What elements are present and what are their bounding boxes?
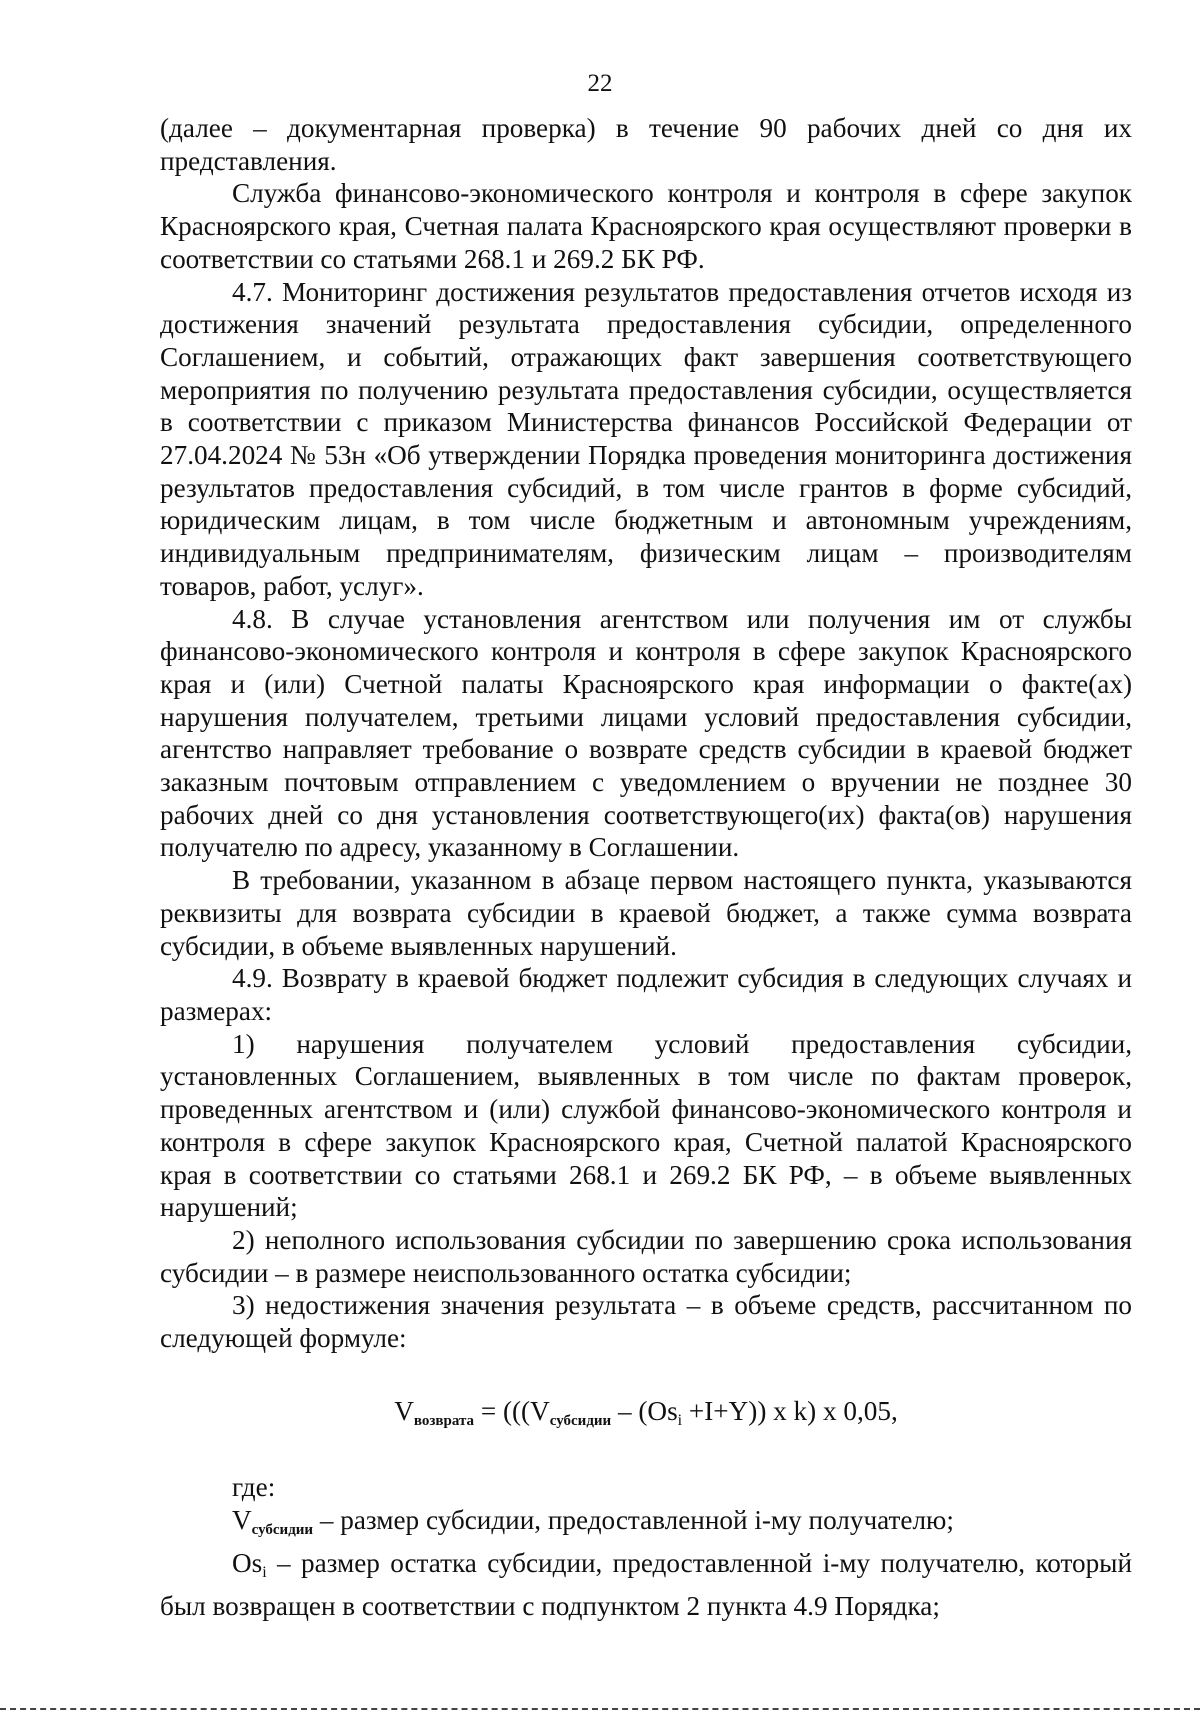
list-item-2: 2) неполного использования субсидии по завершению срока использования субсидии – в размере неиспользованного остатка субсидии; [160,1224,1132,1288]
formula-i-subscript: i [677,1411,683,1429]
formula-v-subscript: возврата [413,1412,475,1429]
formula-part-1: = (((V [474,1395,550,1426]
page-number: 22 [587,70,613,97]
formula-v: V [394,1395,414,1426]
paragraph-4-8: 4.8. В случае установления агентством или получения им от службы финансово-экономического контроля и контроля в сфере закупок Красноярского края и (или) Счетной палаты Красноярского края информации о факте(ах) нарушения получателем, третьими лицами условий предоставления субсидии, агентство направляет требование о возврате средств субсидии в краевой бюджет заказным почтовым отправлением с уведомлением о вручении не позднее 30 рабочих дней со дня установления соответствующего(их) факта(ов) нарушения получателю по адресу, указанному в Соглашении. [160,603,1132,863]
list-item-3: 3) недостижения значения результата – в объеме средств, рассчитанном по следующей формуле: [160,1290,1132,1354]
paragraph-4-9: 4.9. Возврату в краевой бюджет подлежит субсидия в следующих случаях и размерах: [160,963,1132,1026]
definition-v-subsidy [160,1504,1132,1547]
formula-part-3: +I+Y)) x k) x 0,05, [682,1395,898,1426]
formula-part-2: – (Os [611,1395,678,1426]
definition-1-subscript: субсидии [251,1522,314,1539]
list-item-1: 1) нарушения получателем условий предоставления субсидии, установленных Соглашением, выявленных в том числе по фактам проверок, проведенных агентством и (или) службой финансово-экономического контроля и контроля в сфере закупок Красноярского края, Счетной палатой Красноярского края в соответствии со статьями 268.1 и 269.2 БК РФ, – в объеме выявленных нарушений; [160,1028,1132,1223]
paragraph-continuation: (далее – документарная проверка) в течение 90 рабочих дней со дня их представления. [160,113,1132,176]
formula-subsidy-subscript: субсидии [549,1412,612,1429]
definitions-where: где: [232,1472,276,1503]
definition-2-symbol: Os [232,1547,263,1578]
paragraph-4-7: 4.7. Мониторинг достижения результатов предоставления отчетов исходя из достижения значений результата предоставления субсидии, определенного Соглашением, и событий, отражающих факт завершения соответствующего мероприятия по получению результата предоставления субсидии, осуществляется в соответствии с приказом Министерства финансов Российской Федерации от 27.04.2024 № 53н «Об утверждении Порядка проведения мониторинга достижения результатов предоставления субсидий, в том числе грантов в форме субсидий, юридическим лицам, в том числе бюджетным и автономным учреждениям, индивидуальным предпринимателям, физическим лицам – производителям товаров, работ, услуг». [160,276,1132,601]
paragraph-inspections: Служба финансово-экономического контроля и контроля в сфере закупок Красноярского края, Счетная палата Красноярского края осуществляют проверки в соответствии со статьями 268.1 и 269.2 БК РФ. [160,178,1132,274]
definition-2-subscript: i [262,1563,267,1581]
refund-formula [160,1395,1132,1438]
definition-os-i [160,1547,1132,1622]
definition-1-text: – размер субсидии, предоставленной i-му получателю; [313,1505,954,1536]
document-body [160,112,1132,1622]
definition-1-symbol: V [232,1505,252,1536]
page-bottom-edge [0,1708,1200,1710]
paragraph-requirement: В требовании, указанном в абзаце первом настоящего пункта, указываются реквизиты для возврата субсидии в краевой бюджет, а также сумма возврата субсидии, в объеме выявленных нарушений. [160,865,1132,961]
definition-2-text: – размер остатка субсидии, предоставленной i-му получателю, который был возвращен в соответствии с подпунктом 2 пункта 4.9 Порядка; [160,1547,1132,1621]
